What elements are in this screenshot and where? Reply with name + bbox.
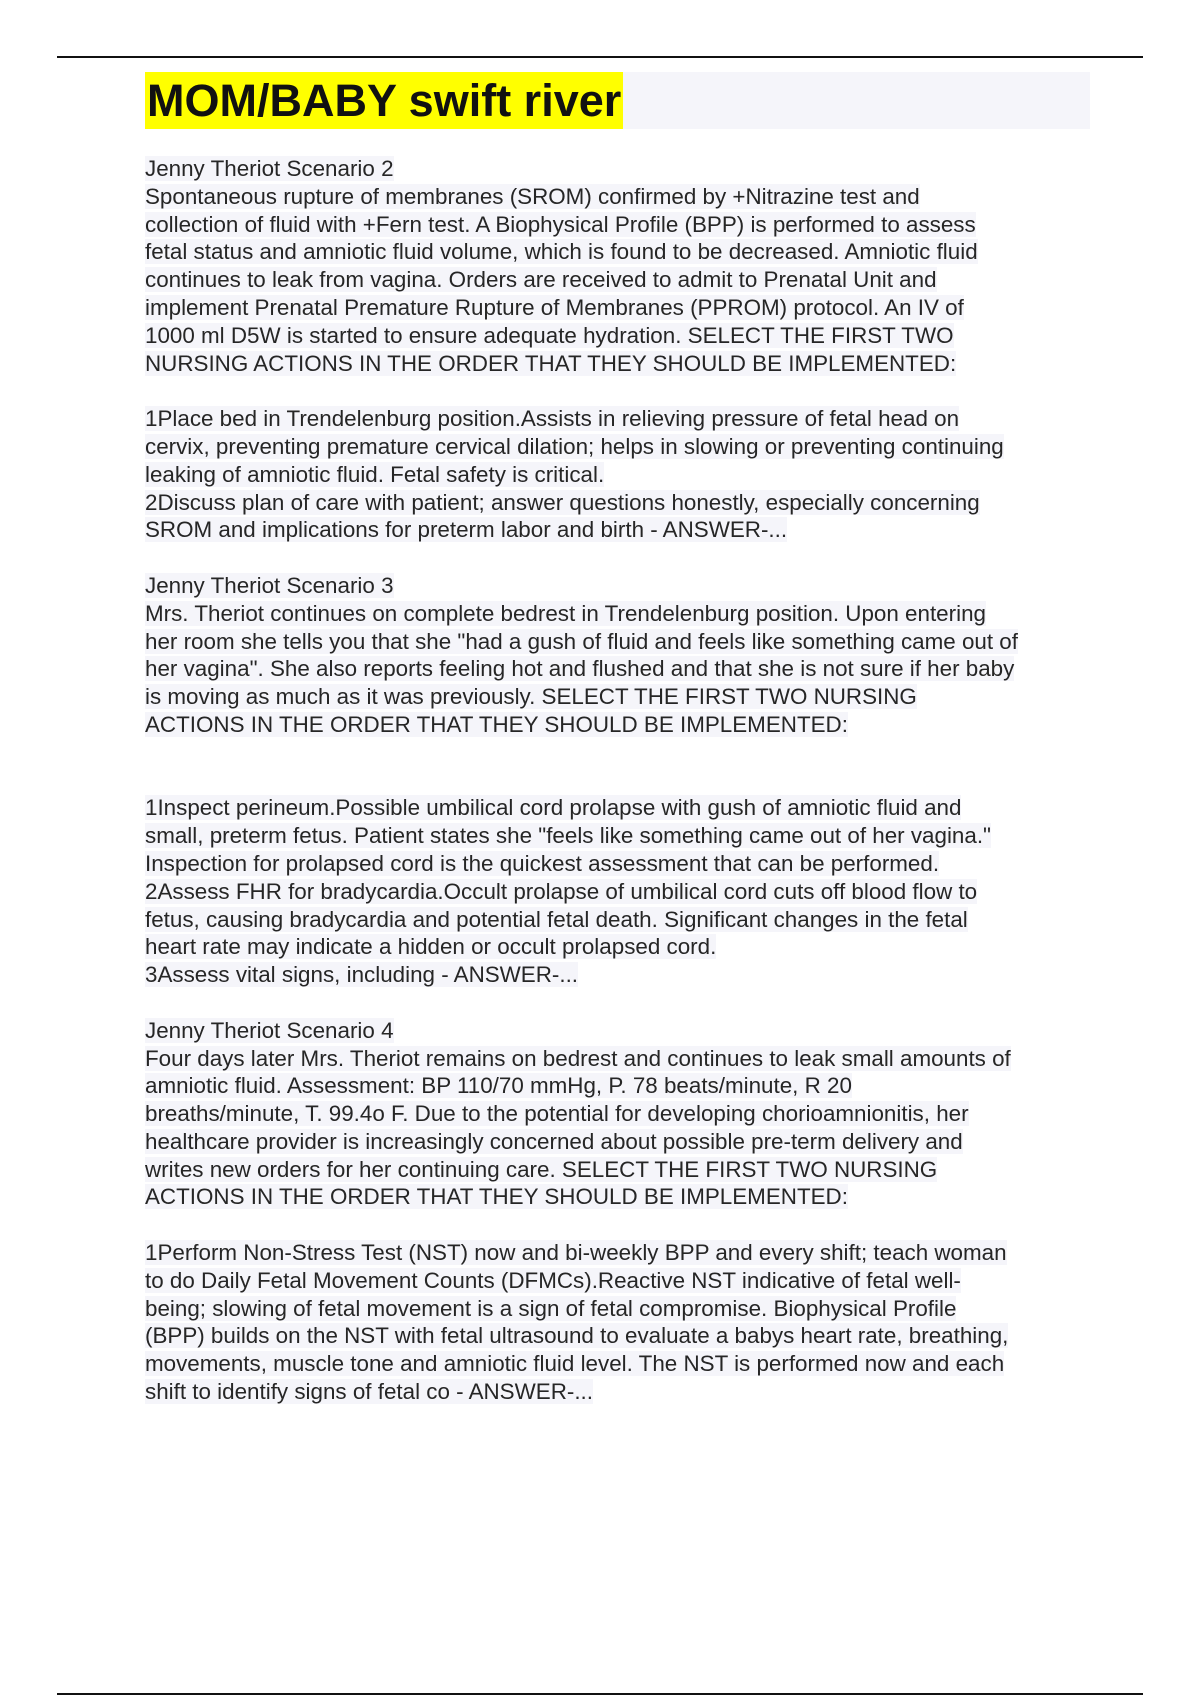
answer-line: 1Perform Non-Stress Test (NST) now and bi-weekly BPP and every shift; teach woman <box>145 1240 1007 1266</box>
question-line: Four days later Mrs. Theriot remains on bedrest and continues to leak small amounts of <box>145 1045 1011 1071</box>
answer-line: 2Assess FHR for bradycardia.Occult prolapse of umbilical cord cuts off blood flow to <box>145 878 978 904</box>
answer-line: being; slowing of fetal movement is a sign of fetal compromise. Biophysical Profile <box>145 1295 957 1321</box>
answer-line: fetus, causing bradycardia and potential fetal death. Significant changes in the fetal <box>145 906 968 932</box>
answer-line: cervix, preventing premature cervical dilation; helps in slowing or preventing continuing <box>145 433 1004 459</box>
scenario-section <box>145 1017 1090 1406</box>
scenario-section <box>145 155 1090 544</box>
title-band <box>145 72 1090 129</box>
answer-line: (BPP) builds on the NST with fetal ultrasound to evaluate a babys heart rate, breathing, <box>145 1323 1009 1349</box>
answer-line: 3Assess vital signs, including - ANSWER-... <box>145 962 579 988</box>
question-line: amniotic fluid. Assessment: BP 110/70 mmHg, P. 78 beats/minute, R 20 <box>145 1073 852 1099</box>
question-line: her vagina". She also reports feeling hot and flushed and that she is not sure if her baby <box>145 656 1015 682</box>
scenario-heading: Jenny Theriot Scenario 3 <box>145 572 394 598</box>
question-line: writes new orders for her continuing care. SELECT THE FIRST TWO NURSING <box>145 1156 938 1182</box>
bottom-rule <box>57 1693 1143 1695</box>
question-line: collection of fluid with +Fern test. A Biophysical Profile (BPP) is performed to assess <box>145 211 976 237</box>
question-line: fetal status and amniotic fluid volume, which is found to be decreased. Amniotic fluid <box>145 239 978 265</box>
document-title: MOM/BABY swift river <box>145 72 623 129</box>
question-line: 1000 ml D5W is started to ensure adequate hydration. SELECT THE FIRST TWO <box>145 322 954 348</box>
question-line: ACTIONS IN THE ORDER THAT THEY SHOULD BE IMPLEMENTED: <box>145 711 848 737</box>
question-line: is moving as much as it was previously. SELECT THE FIRST TWO NURSING <box>145 684 917 710</box>
question-line: implement Prenatal Premature Rupture of Membranes (PPROM) protocol. An IV of <box>145 294 964 320</box>
question-line: Spontaneous rupture of membranes (SROM) confirmed by +Nitrazine test and <box>145 183 920 209</box>
question-line: ACTIONS IN THE ORDER THAT THEY SHOULD BE IMPLEMENTED: <box>145 1184 848 1210</box>
answer-line: 1Inspect perineum.Possible umbilical cord prolapse with gush of amniotic fluid and <box>145 795 962 821</box>
question-line: her room she tells you that she "had a gush of fluid and feels like something came out of <box>145 628 1018 654</box>
question-line: Mrs. Theriot continues on complete bedrest in Trendelenburg position. Upon entering <box>145 600 986 626</box>
document-content <box>145 72 1090 1406</box>
answer-line: 2Discuss plan of care with patient; answer questions honestly, especially concerning <box>145 489 980 515</box>
answer-line: 1Place bed in Trendelenburg position.Assists in relieving pressure of fetal head on <box>145 406 960 432</box>
answer-line: leaking of amniotic fluid. Fetal safety is critical. <box>145 461 605 487</box>
answer-line: movements, muscle tone and amniotic fluid level. The NST is performed now and each <box>145 1351 1005 1377</box>
answer-line: to do Daily Fetal Movement Counts (DFMCs).Reactive NST indicative of fetal well- <box>145 1267 961 1293</box>
question-line: healthcare provider is increasingly concerned about possible pre-term delivery and <box>145 1128 963 1154</box>
answer-line: heart rate may indicate a hidden or occult prolapsed cord. <box>145 934 717 960</box>
document-body <box>145 155 1090 1406</box>
top-rule <box>57 56 1143 58</box>
answer-line: small, preterm fetus. Patient states she "feels like something came out of her vagina." <box>145 823 992 849</box>
question-line: continues to leak from vagina. Orders are received to admit to Prenatal Unit and <box>145 267 937 293</box>
question-line: breaths/minute, T. 99.4o F. Due to the potential for developing chorioamnionitis, her <box>145 1101 969 1127</box>
question-line: NURSING ACTIONS IN THE ORDER THAT THEY SHOULD BE IMPLEMENTED: <box>145 350 957 376</box>
answer-line: Inspection for prolapsed cord is the quickest assessment that can be performed. <box>145 850 940 876</box>
scenario-heading: Jenny Theriot Scenario 2 <box>145 156 394 181</box>
scenario-heading: Jenny Theriot Scenario 4 <box>145 1017 394 1043</box>
answer-line: shift to identify signs of fetal co - ANSWER-... <box>145 1379 593 1405</box>
scenario-section <box>145 572 1090 989</box>
answer-line: SROM and implications for preterm labor and birth - ANSWER-... <box>145 517 788 543</box>
